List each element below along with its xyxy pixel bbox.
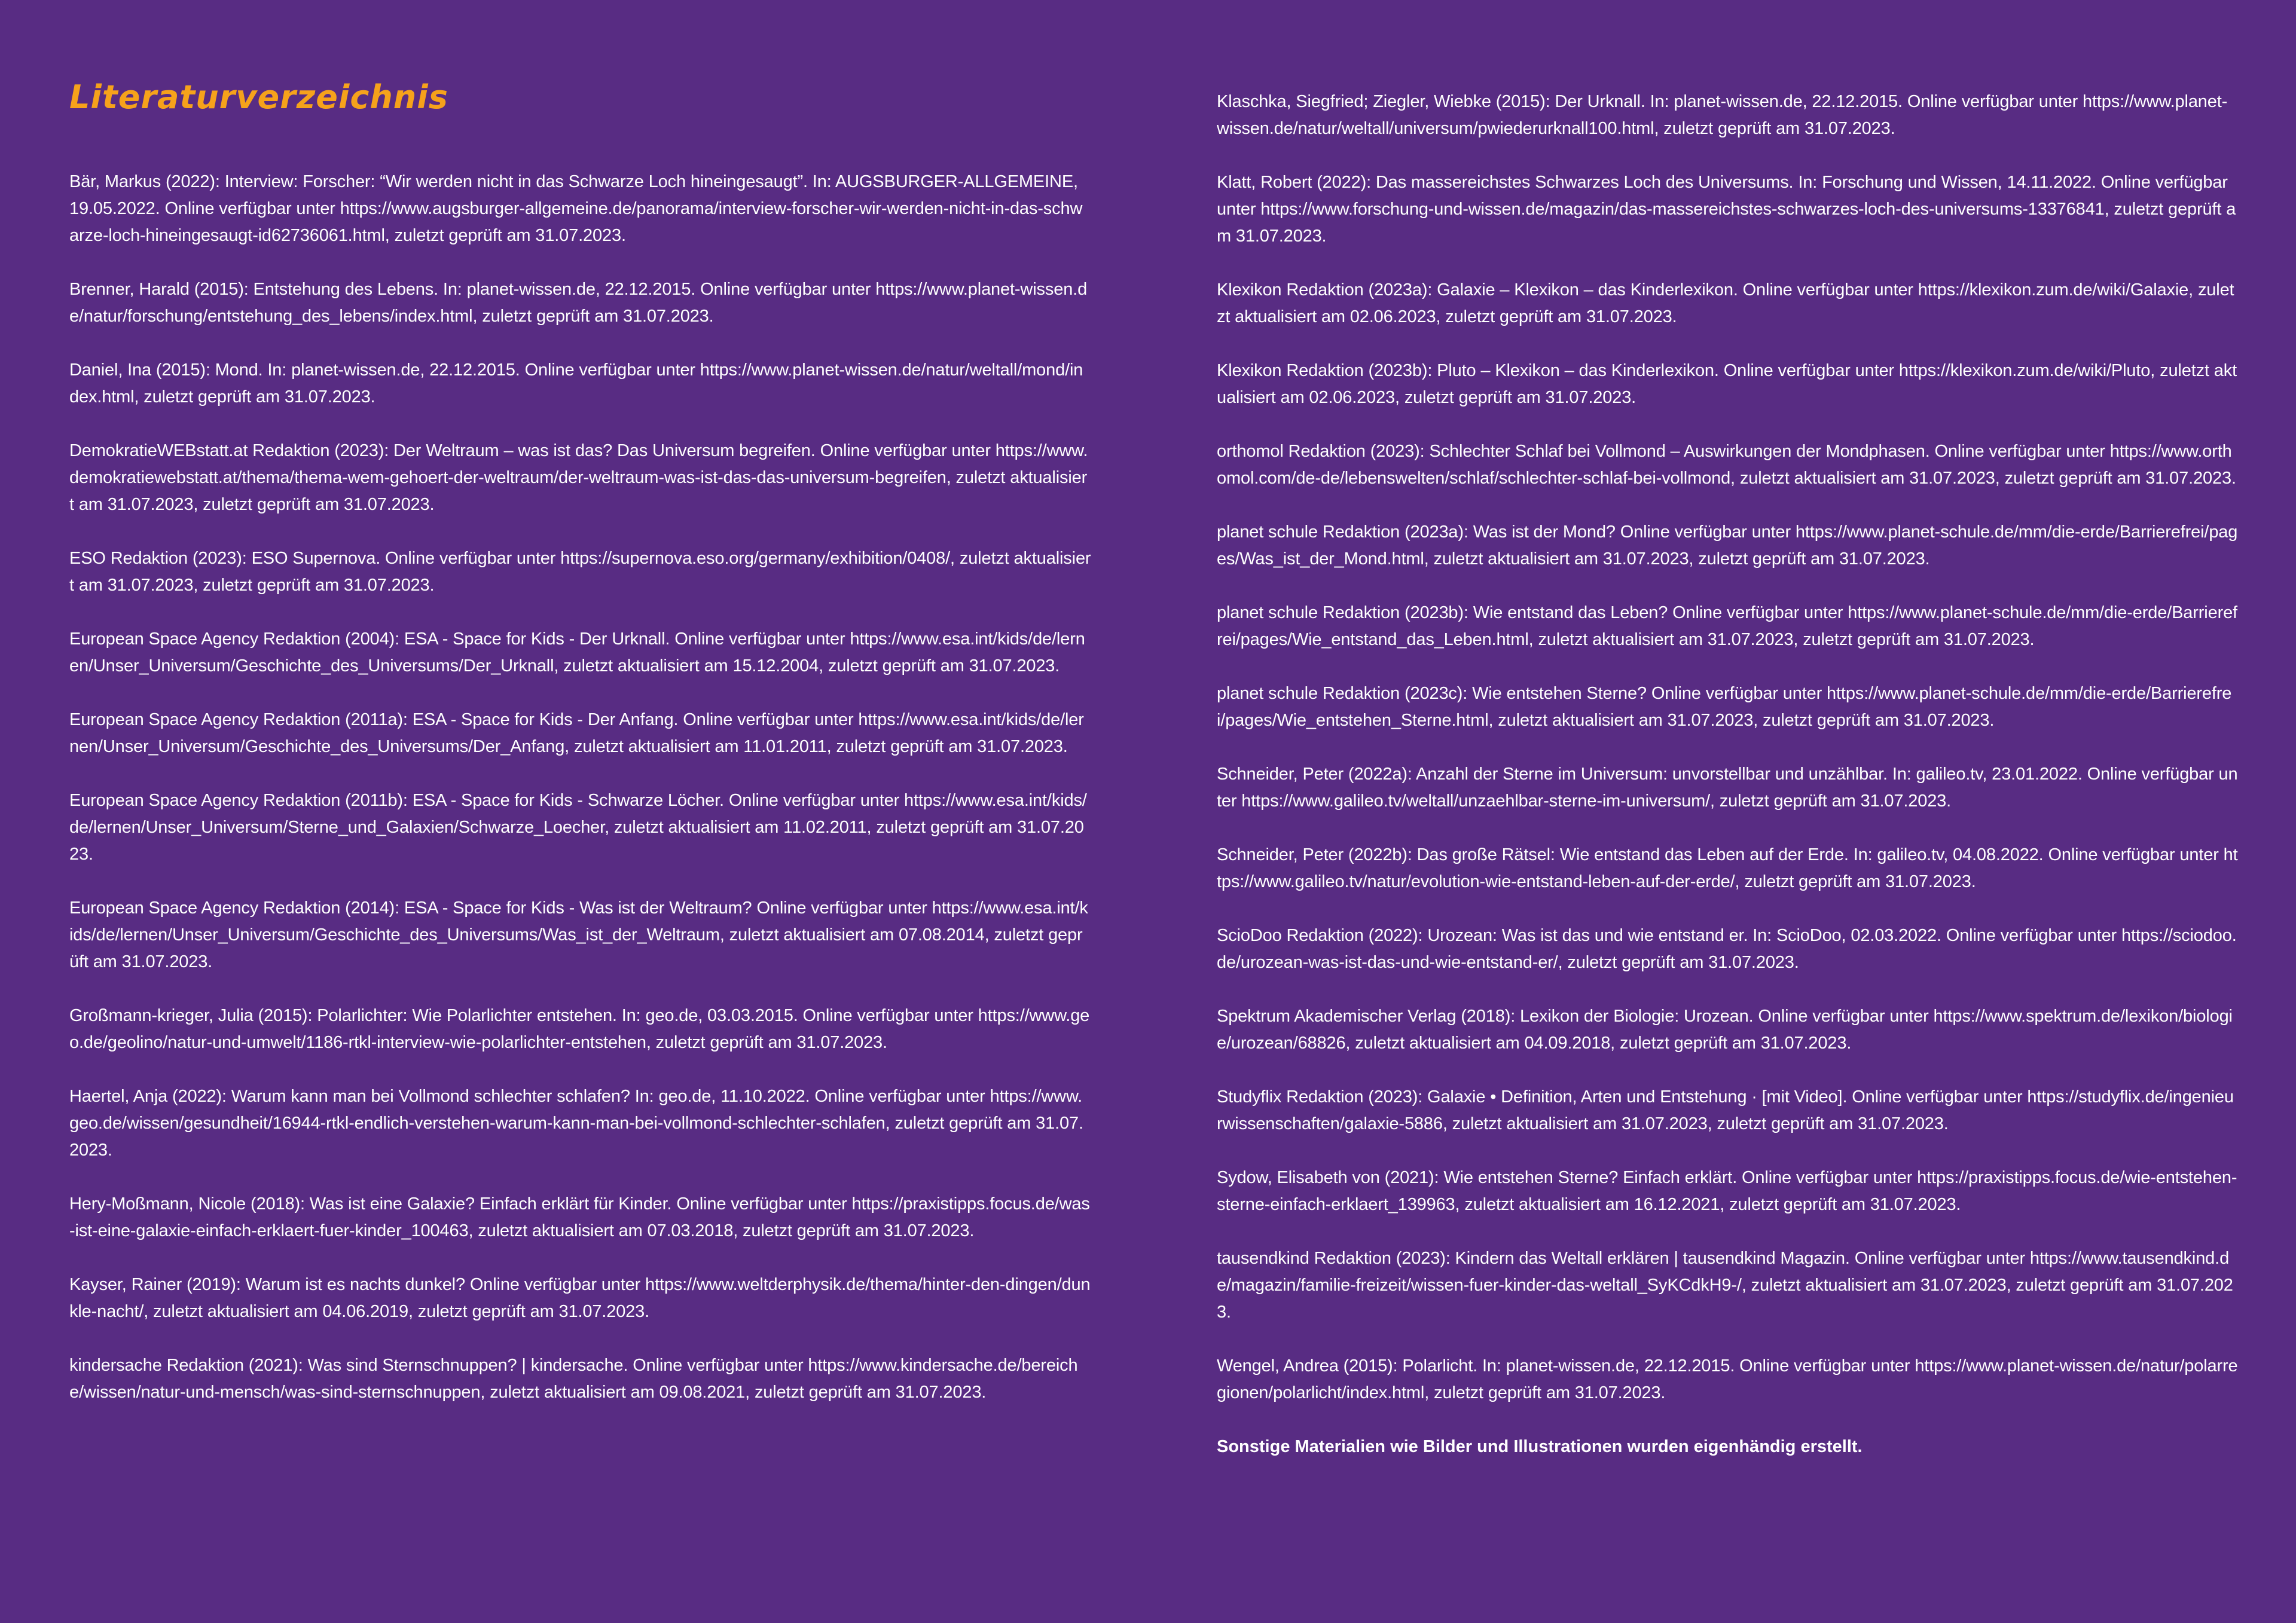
reference-entry: Klexikon Redaktion (2023b): Pluto – Klexikon – das Kinderlexikon. Online verfügbar unter https://klexikon.zum.de/wiki/Pluto, zuletzt aktualisiert am 02.06.2023, zuletzt geprüft am 31.07.2023. [1217, 361, 2237, 407]
reference-entry: Wengel, Andrea (2015): Polarlicht. In: planet-wissen.de, 22.12.2015. Online verfügbar unter https://www.planet-wissen.de/natur/polarregionen/polarlicht/index.html, zuletzt geprüft am 31.07.2023. [1217, 1356, 2238, 1402]
reference-entry: European Space Agency Redaktion (2011a): ESA - Space for Kids - Der Anfang. Online verfügbar unter https://www.esa.int/kids/de/lernen/Unser_Universum/Geschichte_des_Universums/Der_Anfang, zuletzt aktualisiert am 11.01.2011, zuletzt geprüft am 31.07.2023. [69, 710, 1084, 756]
reference-entry: Spektrum Akademischer Verlag (2018): Lexikon der Biologie: Urozean. Online verfügbar unter https://www.spektrum.de/lexikon/biologie/urozean/68826, zuletzt aktualisiert am 04.09.2018, zuletzt geprüft am 31.07.2023. [1217, 1007, 2233, 1053]
reference-entry: Hery-Moßmann, Nicole (2018): Was ist eine Galaxie? Einfach erklärt für Kinder. Online verfügbar unter https://praxistipps.focus.de/was-ist-eine-galaxie-einfach-erklaert-fuer-kinder_100463, zuletzt aktualisiert am 07.03.2018, zuletzt geprüft am 31.07.2023. [69, 1194, 1090, 1240]
reference-entry: tausendkind Redaktion (2023): Kindern das Weltall erklären | tausendkind Magazin. Online verfügbar unter https://www.tausendkind.de/magazin/familie-freizeit/wissen-fuer-kinder-das-weltall_SyKCdkH9-/, zuletzt aktualisiert am 31.07.2023, zuletzt geprüft am 31.07.2023. [1217, 1249, 2233, 1322]
reference-entry: Schneider, Peter (2022b): Das große Rätsel: Wie entstand das Leben auf der Erde. In: galileo.tv, 04.08.2022. Online verfügbar unter https://www.galileo.tv/natur/evolution-wie-entstand-leben-auf-der-erde/, zuletzt geprüft am 31.07.2023. [1217, 845, 2238, 891]
reference-entry: Daniel, Ina (2015): Mond. In: planet-wissen.de, 22.12.2015. Online verfügbar unter https://www.planet-wissen.de/natur/weltall/mond/index.html, zuletzt geprüft am 31.07.2023. [69, 360, 1083, 406]
reference-entry: Brenner, Harald (2015): Entstehung des Lebens. In: planet-wissen.de, 22.12.2015. Online verfügbar unter https://www.planet-wissen.de/natur/forschung/entstehung_des_lebens/index.html, zuletzt geprüft am 31.07.2023. [69, 280, 1088, 326]
reference-entry: planet schule Redaktion (2023b): Wie entstand das Leben? Online verfügbar unter https://www.planet-schule.de/mm/die-erde/Barrierefrei/pages/Wie_entstand_das_Leben.html, zuletzt aktualisiert am 31.07.2023, zuletzt geprüft am 31.07.2023. [1217, 603, 2237, 649]
reference-entry: Bär, Markus (2022): Interview: Forscher: “Wir werden nicht in das Schwarze Loch hineingesaugt”. In: AUGSBURGER-ALLGEMEINE, 19.05.2022. Online verfügbar unter https://www.augsburger-allgemeine.de/panorama/interview-forscher-wir-werden-nicht-in-das-schwarze-loch-hineingesaugt-id62736061.html, zuletzt geprüft am 31.07.2023. [69, 172, 1083, 245]
reference-entry: DemokratieWEBstatt.at Redaktion (2023): Der Weltraum – was ist das? Das Universum begreifen. Online verfügbar unter https://www.demokratiewebstatt.at/thema/thema-wem-gehoert-der-weltraum/der-weltraum-was-ist-das-das-universum-begreifen, zuletzt aktualisiert am 31.07.2023, zuletzt geprüft am 31.07.2023. [69, 441, 1088, 514]
reference-entry: Haertel, Anja (2022): Warum kann man bei Vollmond schlechter schlafen? In: geo.de, 11.10.2022. Online verfügbar unter https://www.geo.de/wissen/gesundheit/16944-rtkl-endlich-verstehen-warum-kann-man-bei-vollmond-schlechter-schlafen, zuletzt geprüft am 31.07.2023. [69, 1087, 1083, 1160]
reference-entry: Großmann-krieger, Julia (2015): Polarlichter: Wie Polarlichter entstehen. In: geo.de, 03.03.2015. Online verfügbar unter https://www.geo.de/geolino/natur-und-umwelt/1186-rtkl-interview-wie-polarlichter-entstehen, zuletzt geprüft am 31.07.2023. [69, 1006, 1090, 1052]
reference-entry: ESO Redaktion (2023): ESO Supernova. Online verfügbar unter https://supernova.eso.org/germany/exhibition/0408/, zuletzt aktualisiert am 31.07.2023, zuletzt geprüft am 31.07.2023. [69, 549, 1091, 595]
reference-entry: Studyflix Redaktion (2023): Galaxie • Definition, Arten und Entstehung · [mit Video]. Online verfügbar unter https://studyflix.de/ingenieurwissenschaften/galaxie-5886, zuletzt aktualisiert am 31.07.2023, zuletzt geprüft am 31.07.2023. [1217, 1087, 2234, 1133]
reference-entry: ScioDoo Redaktion (2022): Urozean: Was ist das und wie entstand er. In: ScioDoo, 02.03.2022. Online verfügbar unter https://sciodoo.de/urozean-was-ist-das-und-wie-entstand-er/, zuletzt geprüft am 31.07.2023. [1217, 926, 2237, 972]
reference-entry: European Space Agency Redaktion (2011b): ESA - Space for Kids - Schwarze Löcher. Online verfügbar unter https://www.esa.int/kids/de/lernen/Unser_Universum/Sterne_und_Galaxien/Schwarze_Loecher, zuletzt aktualisiert am 11.02.2011, zuletzt geprüft am 31.07.2023. [69, 791, 1087, 864]
reference-entry: planet schule Redaktion (2023a): Was ist der Mond? Online verfügbar unter https://www.planet-schule.de/mm/die-erde/Barrierefrei/pages/Was_ist_der_Mond.html, zuletzt aktualisiert am 31.07.2023, zuletzt geprüft am 31.07.2023. [1217, 522, 2238, 568]
reference-entry: orthomol Redaktion (2023): Schlechter Schlaf bei Vollmond – Auswirkungen der Mondphasen. Online verfügbar unter https://www.orthomol.com/de-de/lebenswelten/schlaf/schlechter-schlaf-bei-vollmond, zuletzt aktualisiert am 31.07.2023, zuletzt geprüft am 31.07.2023. [1217, 442, 2236, 488]
reference-entry: kindersache Redaktion (2021): Was sind Sternschnuppen? | kindersache. Online verfügbar unter https://www.kindersache.de/bereiche/wissen/natur-und-mensch/was-sind-sternschnuppen, zuletzt aktualisiert am 09.08.2021, zuletzt geprüft am 31.07.2023. [69, 1356, 1078, 1402]
reference-entry: Klaschka, Siegfried; Ziegler, Wiebke (2015): Der Urknall. In: planet-wissen.de, 22.12.2015. Online verfügbar unter https://www.planet-wissen.de/natur/weltall/universum/pwiederurknall100.html, zuletzt geprüft am 31.07.2023. [1217, 92, 2228, 138]
reference-entry: Klatt, Robert (2022): Das massereichstes Schwarzes Loch des Universums. In: Forschung und Wissen, 14.11.2022. Online verfügbar unter https://www.forschung-und-wissen.de/magazin/das-massereichstes-schwarzes-loch-des-universums-13376841, zuletzt geprüft am 31.07.2023. [1217, 173, 2236, 246]
reference-entry: Schneider, Peter (2022a): Anzahl der Sterne im Universum: unvorstellbar und unzählbar. In: galileo.tv, 23.01.2022. Online verfügbar unter https://www.galileo.tv/weltall/unzaehlbar-sterne-im-universum/, zuletzt geprüft am 31.07.2023. [1217, 765, 2238, 811]
reference-entry: Kayser, Rainer (2019): Warum ist es nachts dunkel? Online verfügbar unter https://www.weltderphysik.de/thema/hinter-den-dingen/dunkle-nacht/, zuletzt aktualisiert am 04.06.2019, zuletzt geprüft am 31.07.2023. [69, 1275, 1091, 1321]
reference-entry: Klexikon Redaktion (2023a): Galaxie – Klexikon – das Kinderlexikon. Online verfügbar unter https://klexikon.zum.de/wiki/Galaxie, zuletzt aktualisiert am 02.06.2023, zuletzt geprüft am 31.07.2023. [1217, 280, 2234, 326]
reference-entry: European Space Agency Redaktion (2004): ESA - Space for Kids - Der Urknall. Online verfügbar unter https://www.esa.int/kids/de/lernen/Unser_Universum/Geschichte_des_Universums/Der_Urknall, zuletzt aktualisiert am 15.12.2004, zuletzt geprüft am 31.07.2023. [69, 629, 1085, 676]
reference-entry: European Space Agency Redaktion (2014): ESA - Space for Kids - Was ist der Weltraum? Online verfügbar unter https://www.esa.int/kids/de/lernen/Unser_Universum/Geschichte_des_Universums/Was_ist_der_Weltraum, zuletzt aktualisiert am 07.08.2014, zuletzt geprüft am 31.07.2023. [69, 898, 1088, 971]
closing-note: Sonstige Materialien wie Bilder und Illustrationen wurden eigenhändig erstellt. [1217, 1437, 1863, 1456]
reference-entry: planet schule Redaktion (2023c): Wie entstehen Sterne? Online verfügbar unter https://www.planet-schule.de/mm/die-erde/Barrierefrei/pages/Wie_entstehen_Sterne.html, zuletzt aktualisiert am 31.07.2023, zuletzt geprüft am 31.07.2023. [1217, 684, 2232, 730]
reference-list-right [1217, 88, 2239, 1460]
page-title: Literaturverzeichnis [69, 78, 448, 116]
reference-list-left [69, 169, 1092, 1433]
reference-entry: Sydow, Elisabeth von (2021): Wie entstehen Sterne? Einfach erklärt. Online verfügbar unter https://praxistipps.focus.de/wie-entstehen-sterne-einfach-erklaert_139963, zuletzt aktualisiert am 16.12.2021, zuletzt geprüft am 31.07.2023. [1217, 1168, 2237, 1214]
